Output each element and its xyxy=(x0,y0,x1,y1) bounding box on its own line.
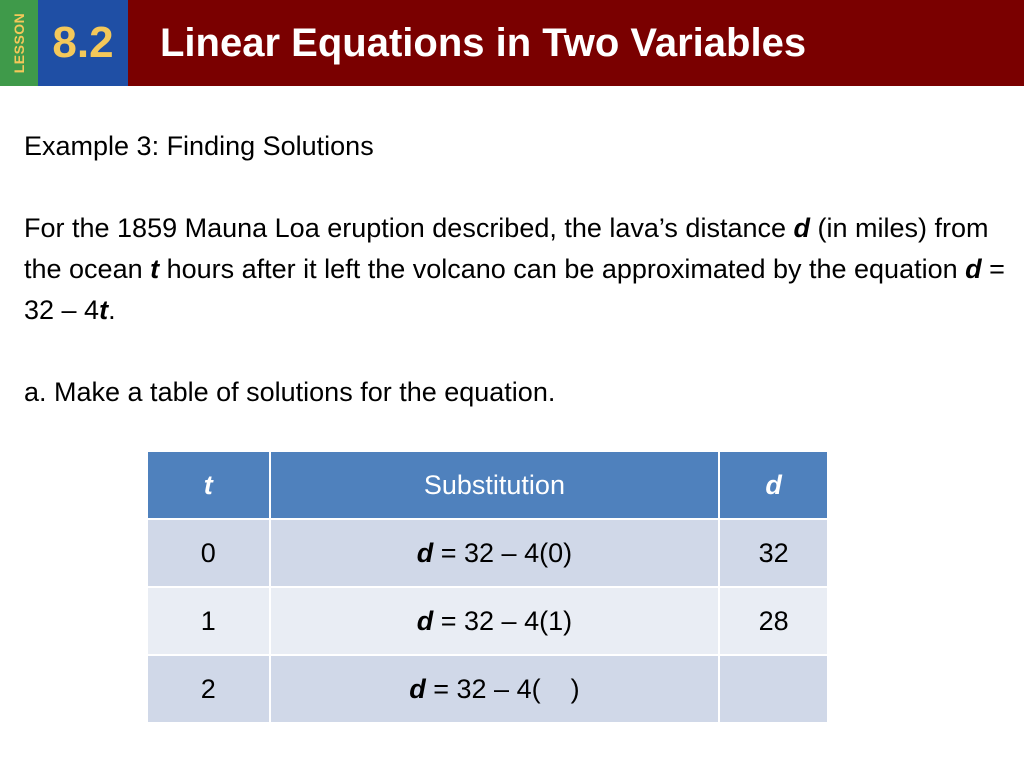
header-substitution: Substitution xyxy=(270,451,720,519)
instruction-text: a. Make a table of solutions for the equation. xyxy=(24,377,556,407)
slide-title: Linear Equations in Two Variables xyxy=(160,21,807,65)
cell-d: 32 xyxy=(719,519,828,587)
cell-t: 2 xyxy=(147,655,270,723)
cell-d: 28 xyxy=(719,587,828,655)
header-t: t xyxy=(147,451,270,519)
solutions-table xyxy=(146,450,829,724)
cell-d xyxy=(719,655,828,723)
equation-d: d xyxy=(965,254,982,284)
variable-d: d xyxy=(793,213,810,243)
cell-t: 0 xyxy=(147,519,270,587)
variable-t: t xyxy=(150,254,160,284)
cell-substitution: d = 32 – 4(0) xyxy=(270,519,720,587)
table-row xyxy=(147,655,828,723)
equation-t: t xyxy=(99,295,109,325)
lesson-number-box xyxy=(38,0,128,86)
header-d: d xyxy=(719,451,828,519)
cell-substitution: d = 32 – 4(1) xyxy=(270,587,720,655)
slide-header xyxy=(0,0,1024,86)
lesson-number: 8.2 xyxy=(52,18,114,67)
example-paragraph: For the 1859 Mauna Loa eruption described, the lava’s distance d (in miles) from the ocean t hours after it left the volcano can be approximated by the equation d = 32 – 4t. xyxy=(24,213,1005,325)
cell-substitution: d = 32 – 4( ) xyxy=(270,655,720,723)
lesson-strip xyxy=(0,0,38,86)
lesson-label: LESSON xyxy=(11,12,27,74)
cell-t: 1 xyxy=(147,587,270,655)
table-row xyxy=(147,519,828,587)
table-row xyxy=(147,587,828,655)
slide-body xyxy=(24,126,1014,413)
example-heading: Example 3: Finding Solutions xyxy=(24,131,374,161)
table-header-row xyxy=(147,451,828,519)
